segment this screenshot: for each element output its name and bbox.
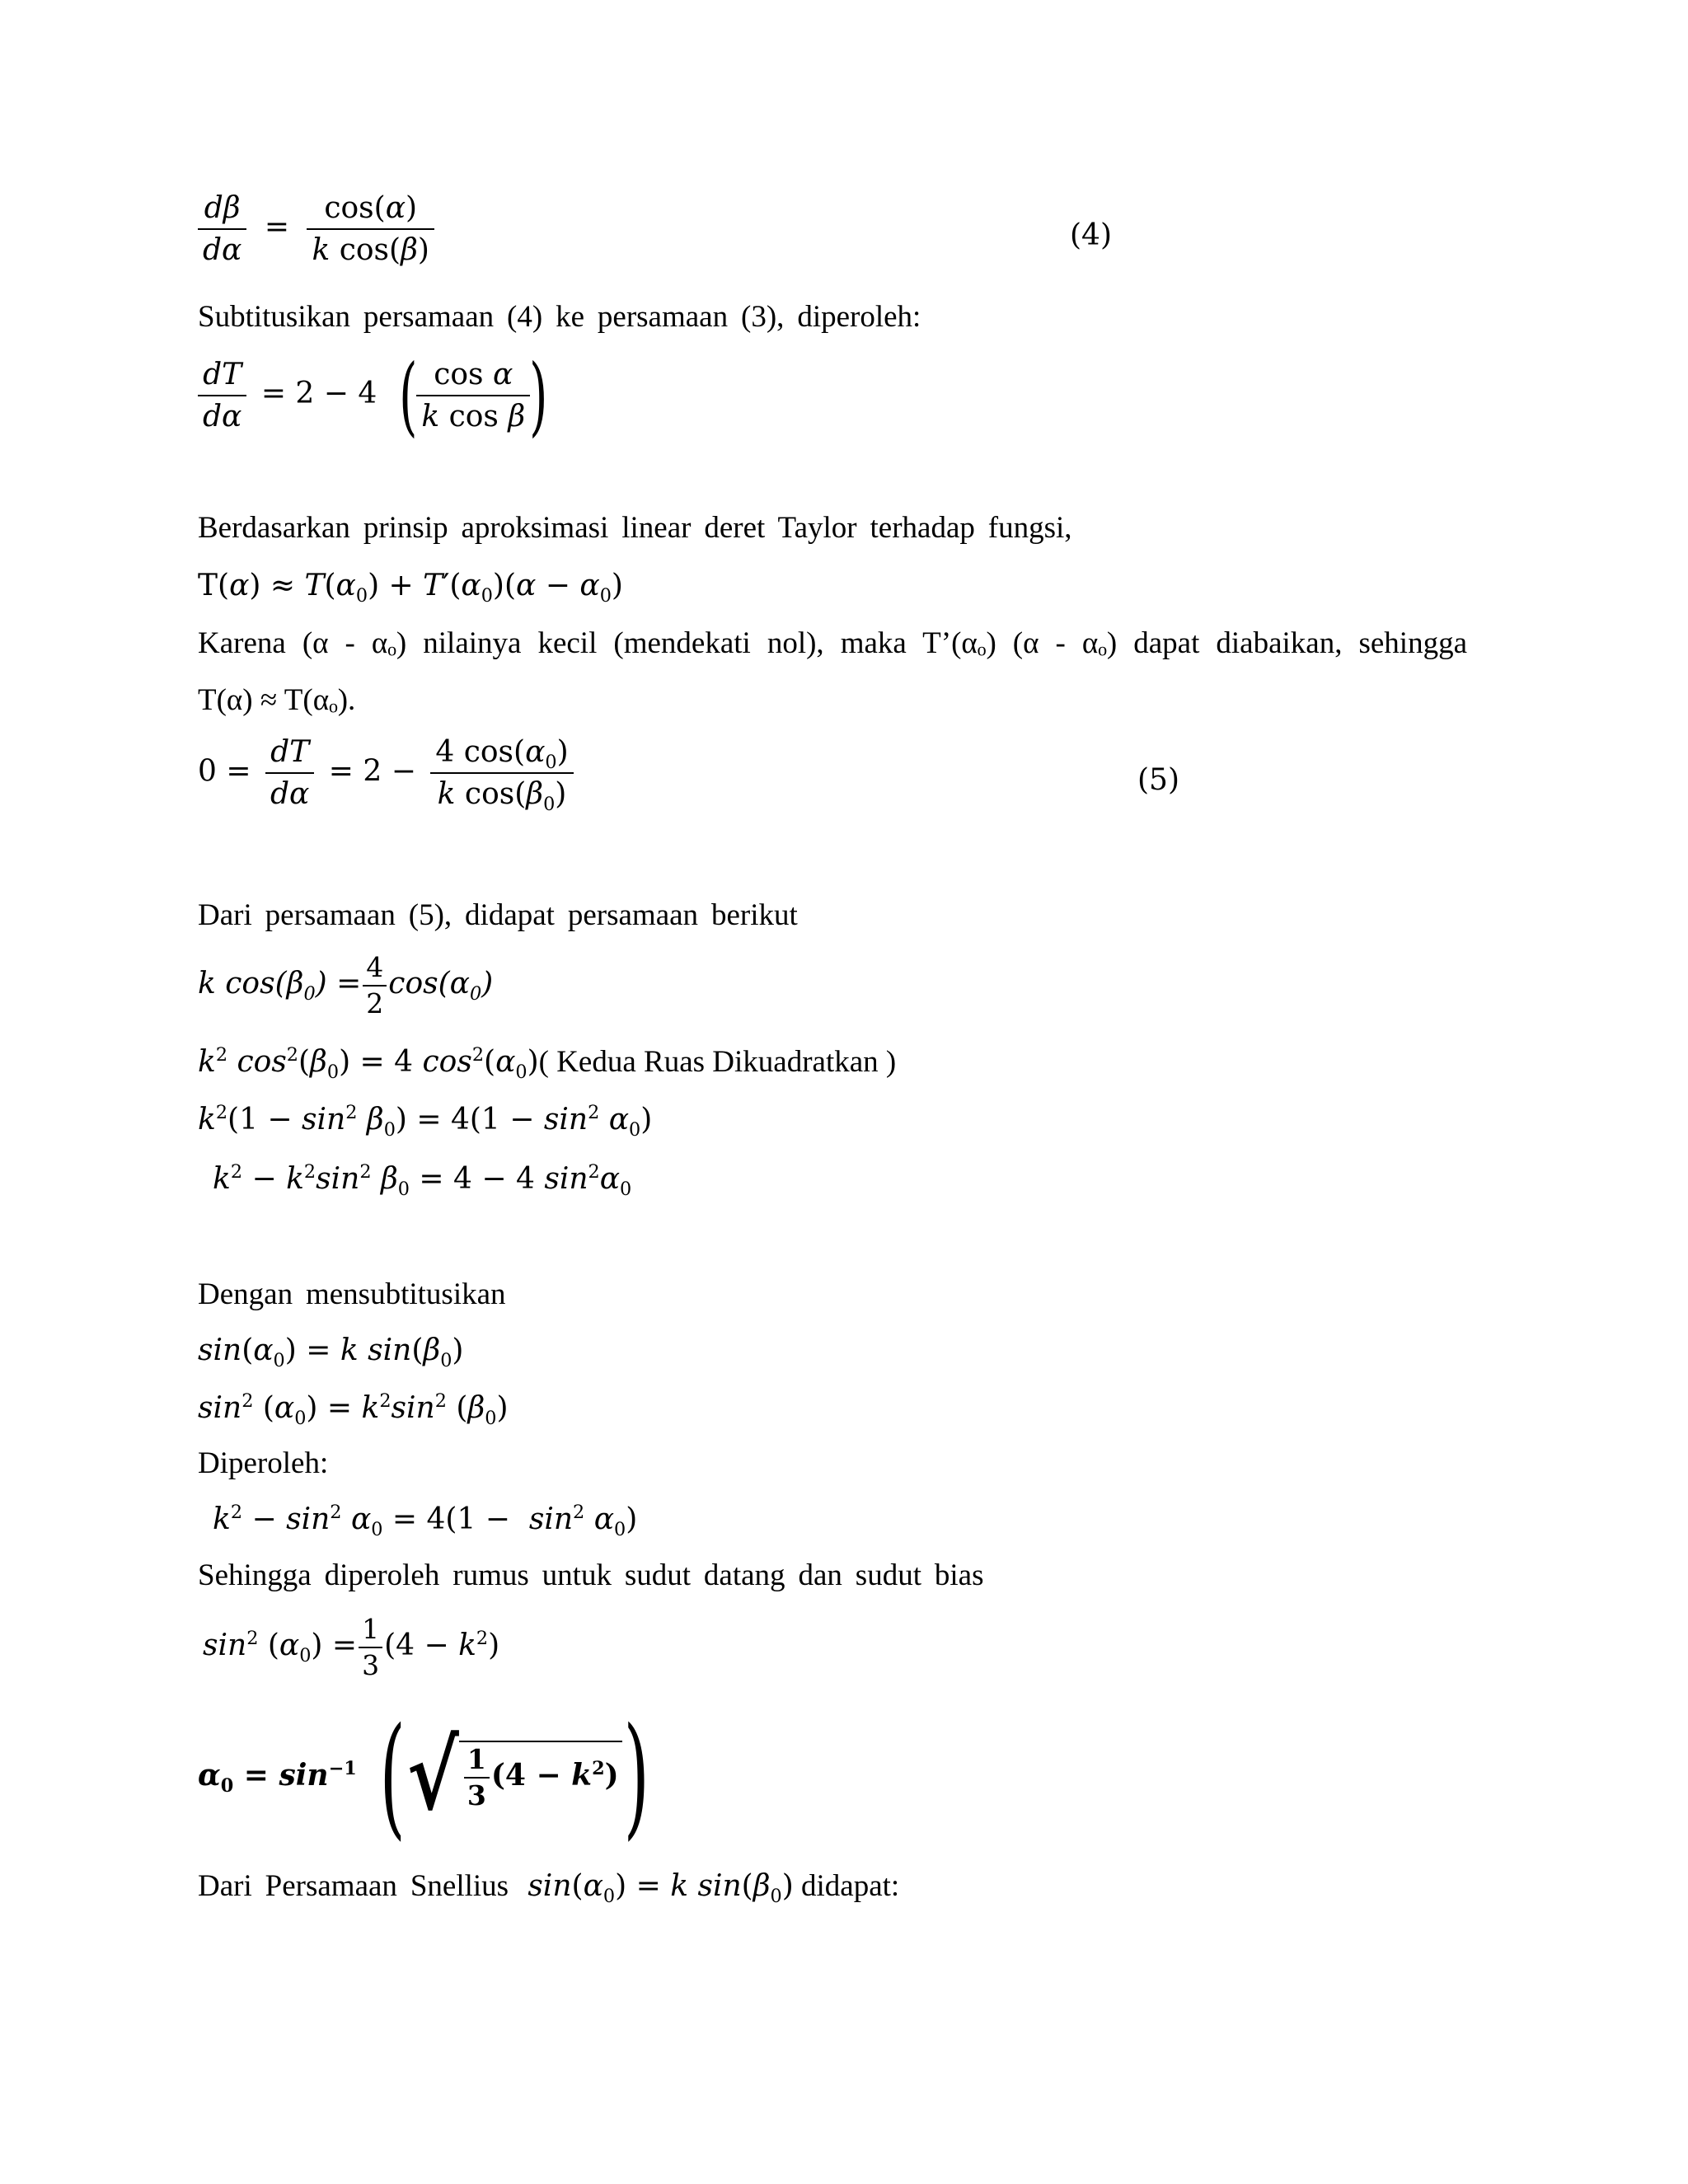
equation-k2-minus-k2sin2: $k^2 - k^2\sin^2$ $\beta_0 = 4 - 4$ $\sin^2\alpha_0$ [213, 1161, 632, 1201]
text-dari-persamaan-5: Dari persamaan (5), didapat persamaan berikut [198, 898, 798, 932]
equation-5: 0 = $\frac{dT}{d\alpha}$ = 2 − $\frac{4 \cos(\alpha_0)}{k \cos(\beta_0)}$ [198, 735, 574, 812]
equation-alpha0: $\alpha_0 = \sin^{-1}$ (√ $\frac{1}{3}$ $(4 - k^2)$) [198, 1699, 649, 1853]
note-kedua-ruas: ( Kedua Ruas Dikuadratkan ) [538, 1045, 897, 1079]
text-subtitusikan: Subtitusikan persamaan (4) ke persamaan (3), diperoleh: [198, 300, 921, 334]
equation-taylor: $T(\alpha) \approx T(\alpha_0) + T'(\alpha_0)(\alpha - \alpha_0)$ [198, 569, 623, 607]
equation-k2-minus-sin2: $k^2 - \sin^2 \alpha_0 = 4(1 - \sin^2 \alpha_0)$ [213, 1502, 638, 1541]
equation-snell-squared: $\sin^2 (\alpha_0) = k^2\sin^2$ $(\beta_0)$ [198, 1390, 509, 1430]
text-diperoleh: Diperoleh: [198, 1446, 329, 1480]
equation-number-4: (4) [1070, 218, 1112, 252]
equation-4: $\frac{d\beta}{d\alpha}$ = $\frac{\cos(\alpha)}{\text{k cos(β)}}$ [198, 191, 434, 268]
equation-k2-one-minus-sin: $k^2(1 - \sin^2 \beta_0) = 4(1 - \sin^2 \alpha_0)$ [198, 1102, 653, 1141]
text-dari-persamaan-snellius: Dari Persamaan Snellius $\sin(\alpha_0) = k$ $\sin(\beta_0)$ didapat: [198, 1869, 900, 1908]
equation-k-cos: k $\cos(\beta_0)$ = $\frac{4}{2}$ $\cos(\alpha_0)$ [198, 951, 494, 1019]
equation-dT-dalpha: $\frac{dT}{d\alpha}$ = 2 − 4 ( $\frac{\text{cos α}}{\text{k cos β}}$ ) [198, 353, 556, 438]
equation-k2-cos2: $k^2$ $\cos^2(\beta_0) = 4$ $\cos^2(\alpha_0)$( Kedua Ruas Dikuadratkan ) [198, 1044, 897, 1084]
text-karena-line2: T(α) ≈ T(αₒ). [198, 683, 356, 717]
text-sehingga: Sehingga diperoleh rumus untuk sudut datang dan sudut bias [198, 1558, 984, 1592]
text-dengan-mensubtitusikan: Dengan mensubtitusikan [198, 1277, 506, 1311]
equation-sin2-alpha0: $\sin^2 (\alpha_0)$ = $\frac{1}{3}$ $(4 - k^2)$ [203, 1613, 500, 1681]
equation-snell: $\sin(\alpha_0) = k$ $\sin(\beta_0)$ [198, 1333, 464, 1372]
text-berdasarkan: Berdasarkan prinsip aproksimasi linear deret Taylor terhadap fungsi, [198, 511, 1072, 545]
equation-number-5: (5) [1137, 763, 1179, 797]
text-karena-line1: Karena (α - αₒ) nilainya kecil (mendekati nol), maka T’(αₒ) (α - αₒ) dapat diabaikan, sehingga [198, 626, 1467, 660]
eq4-lhs-fraction: $\frac{d\beta}{d\alpha}$ [198, 191, 246, 268]
eq4-rhs-fraction: $\frac{\cos(\alpha)}{\text{k cos(β)}}$ [307, 191, 434, 268]
